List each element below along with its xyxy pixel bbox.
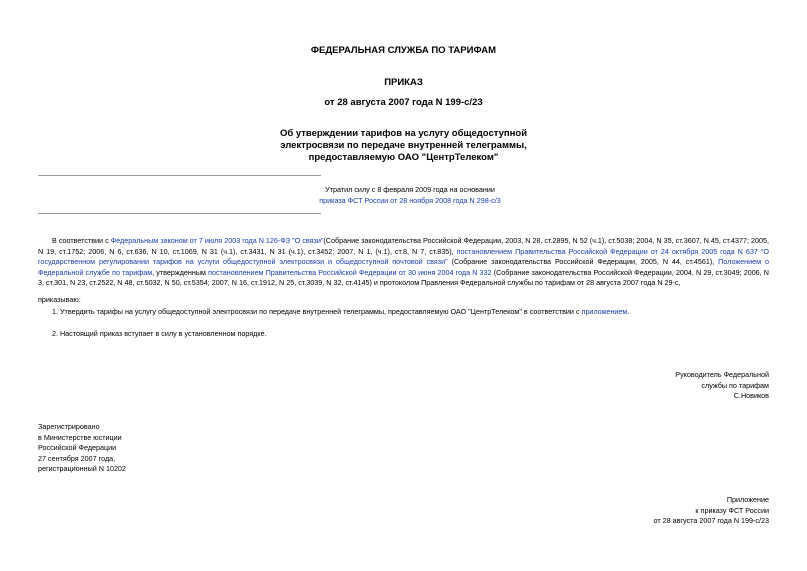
- appendix-line: от 28 августа 2007 года N 199-с/23: [653, 516, 769, 526]
- agency-name: ФЕДЕРАЛЬНАЯ СЛУЖБА ПО ТАРИФАМ: [310, 45, 497, 56]
- signature-line: службы по тарифам: [701, 380, 769, 390]
- appendix-line: к приказу ФСТ России: [695, 505, 769, 515]
- registration-line: регистрационный N 10202: [38, 464, 126, 474]
- doc-type: ПРИКАЗ: [384, 77, 423, 88]
- order-word: приказываю:: [38, 295, 81, 304]
- status-link[interactable]: приказа ФСТ России от 28 ноября 2008 года N 298-с/3: [319, 195, 501, 205]
- divider-bottom: [38, 213, 321, 214]
- registration-line: 27 сентября 2007 года,: [38, 453, 116, 463]
- doc-title-line: Об утверждении тарифов на услугу общедоступной: [279, 128, 528, 139]
- doc-title-line: предоставляемую ОАО "ЦентрТелеком": [308, 152, 499, 163]
- doc-date-number: от 28 августа 2007 года N 199-с/23: [324, 97, 483, 108]
- preamble-paragraph: [38, 236, 769, 289]
- status-text: Утратил силу с 8 февраля 2009 года на основании: [325, 185, 495, 194]
- signature-name: С.Новиков: [733, 391, 769, 401]
- decree-332-link[interactable]: постановлением Правительства Российской Федерации от 30 июня 2004 года N 332: [208, 267, 492, 277]
- decree-637-link[interactable]: постановлением Правительства Российской Федерации от 24 октября 2005 года N 637 "О государственном регулировании тарифов на услуги общедоступной электросвязи и общедоступной почтовой связи": [38, 246, 769, 267]
- regulation-fst-link[interactable]: Положением о Федеральной службе по тарифам: [38, 257, 769, 277]
- status-block: [300, 185, 520, 206]
- doc-title-line: электросвязи по передаче внутренней телеграммы,: [280, 140, 527, 151]
- preamble-text: (Собрание законодательства Российской Федерации, 2003, N 28, ст.2895, N 52 (ч.1), ст.5038; 2004, N 35, ст.3607, N 45, ст.4377; 2005, N 19, ст.1752; 2006, N 6, ст.636, N 10, ст.1069, N 31 (ч.1), ст.3431, N 31 (ч.1), ст.3452; 2007, N 1, (ч.1), ст.8, N 7, ст.835),: [38, 236, 770, 256]
- preamble-text: (Собрание законодательства Российской Федерации, 2005, N 44, ст.4561),: [447, 257, 719, 267]
- registration-line: в Министерстве юстиции: [38, 432, 122, 442]
- preamble-text: В соответствии с: [52, 236, 111, 245]
- preamble-text: (Собрание законодательства Российской Федерации, 2004, N 29, ст.3049; 2006, N 3, ст.301, N 23, ст.2522, N 48, ст.5032, N 50, ст.5354; 2007, N 16, ст.1912, N 25, ст.3039, N 32, ст.4145) и протоколом Правления Федеральной службы по тарифам от 28 августа 2007 года N 29-с,: [38, 267, 770, 288]
- doc-title: [0, 128, 807, 164]
- appendix-block: [653, 495, 769, 527]
- order-item-text: .: [627, 307, 630, 316]
- signature-block: [675, 370, 769, 402]
- law-126-link[interactable]: Федеральным законом от 7 июля 2003 года N 126-ФЗ "О связи": [110, 236, 324, 245]
- order-item-text: 1. Утвердить тарифы на услугу общедоступной электросвязи по передаче внутренней телеграммы, предоставляемую ОАО "ЦентрТелеком" в соответствии с: [52, 307, 582, 316]
- appendix-link[interactable]: приложением: [581, 307, 628, 316]
- divider-top: [38, 175, 321, 176]
- registration-line: Зарегистрировано: [38, 422, 100, 431]
- signature-line: Руководитель Федеральной: [675, 370, 769, 379]
- registration-block: [38, 422, 126, 475]
- order-item-1: [52, 307, 769, 318]
- preamble-text: , утвержденным: [152, 267, 209, 277]
- order-item-2: 2. Настоящий приказ вступает в силу в установленном порядке.: [52, 329, 267, 338]
- appendix-line: Приложение: [726, 495, 769, 504]
- registration-line: Российской Федерации: [38, 443, 117, 453]
